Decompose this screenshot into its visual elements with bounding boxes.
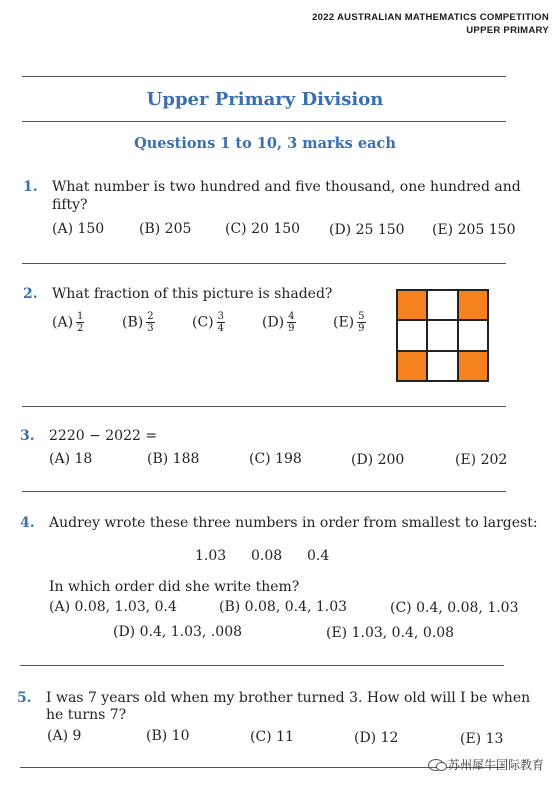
divider [22, 121, 506, 122]
question-text: What number is two hundred and five thousand, one hundred and [52, 179, 521, 195]
grid-cell-shaded [397, 290, 427, 320]
divider [22, 76, 506, 77]
numerator: 4 [288, 311, 295, 322]
option-d: (D) 0.4, 1.03, .008 [113, 624, 243, 640]
option-b: (B) 205 [139, 221, 192, 237]
grid-cell [458, 320, 488, 350]
numerator: 5 [358, 311, 365, 322]
question-text: I was 7 years old when my brother turned 3. How old will I be when [46, 690, 531, 706]
question-text: fifty? [52, 197, 88, 213]
number-item: 0.4 [307, 548, 330, 564]
option-a: (A) 0.08, 1.03, 0.4 [49, 599, 177, 615]
fraction [357, 311, 365, 334]
wechat-icon [428, 759, 444, 771]
grid-cell-shaded [458, 290, 488, 320]
denominator: 9 [358, 323, 365, 334]
option-e: (E) 13 [460, 731, 504, 747]
grid-cell [397, 320, 427, 350]
watermark [428, 756, 544, 773]
grid-cell-shaded [397, 351, 427, 381]
numerator: 1 [77, 311, 84, 322]
question-number: 1. [23, 179, 38, 195]
number-item: 0.08 [251, 548, 283, 564]
divider [22, 406, 506, 407]
question-number: 5. [17, 690, 32, 706]
header-competition: 2022 AUSTRALIAN MATHEMATICS COMPETITION [312, 12, 549, 23]
question-number: 4. [20, 515, 35, 531]
option-d: (D) 25 150 [329, 222, 405, 238]
section-subtitle: Questions 1 to 10, 3 marks each [134, 135, 396, 152]
option-a: (A) 18 [49, 451, 93, 467]
option-c: (C) 20 150 [225, 221, 301, 237]
fraction [217, 311, 225, 334]
shaded-grid-figure [396, 289, 489, 382]
option-label: (B) [122, 314, 144, 331]
fraction [76, 311, 84, 334]
watermark-text: 苏州犀牛国际教育 [447, 758, 544, 772]
question-text: What fraction of this picture is shaded? [52, 286, 333, 302]
numerator: 2 [147, 311, 154, 322]
page-title: Upper Primary Division [146, 89, 384, 110]
option-e: (E) 1.03, 0.4, 0.08 [326, 625, 455, 641]
option-c: (C) 0.4, 0.08, 1.03 [390, 600, 519, 616]
number-item: 1.03 [195, 548, 227, 564]
option-label: (D) [262, 314, 285, 331]
numerator: 3 [217, 311, 225, 322]
question-text: he turns 7? [46, 707, 127, 723]
option-e: (E) 202 [455, 452, 508, 468]
option-e: (E) 205 150 [432, 222, 516, 238]
option-e [333, 311, 366, 334]
grid-cell-shaded [458, 351, 488, 381]
option-b: (B) 0.08, 0.4, 1.03 [219, 599, 348, 615]
option-b: (B) 10 [146, 728, 190, 744]
divider [22, 263, 506, 264]
question-number: 3. [20, 428, 35, 444]
divider [22, 491, 506, 492]
option-b: (B) 188 [147, 451, 200, 467]
denominator: 3 [147, 323, 154, 334]
header-division: UPPER PRIMARY [466, 25, 549, 36]
option-label: (E) [333, 314, 355, 331]
divider [20, 665, 504, 666]
option-c: (C) 11 [250, 729, 294, 745]
option-label: (C) [192, 314, 214, 331]
fraction [287, 311, 295, 334]
option-a: (A) 9 [47, 728, 82, 744]
grid-cell [427, 320, 457, 350]
option-label: (A) [52, 314, 74, 331]
option-b [122, 311, 155, 334]
question-text: Audrey wrote these three numbers in order from smallest to largest: [49, 515, 538, 531]
denominator: 4 [217, 323, 225, 334]
question-number: 2. [23, 286, 38, 302]
denominator: 9 [288, 323, 295, 334]
denominator: 2 [77, 323, 84, 334]
fraction [146, 311, 154, 334]
question-prompt: In which order did she write them? [49, 579, 300, 595]
option-d: (D) 200 [351, 452, 405, 468]
option-a: (A) 150 [52, 221, 105, 237]
question-text: 2220 − 2022 = [49, 428, 158, 444]
option-a [52, 311, 84, 334]
grid-cell [427, 290, 457, 320]
grid-cell [427, 351, 457, 381]
option-c: (C) 198 [249, 451, 302, 467]
option-d [262, 311, 296, 334]
option-c [192, 311, 225, 334]
option-d: (D) 12 [354, 730, 399, 746]
